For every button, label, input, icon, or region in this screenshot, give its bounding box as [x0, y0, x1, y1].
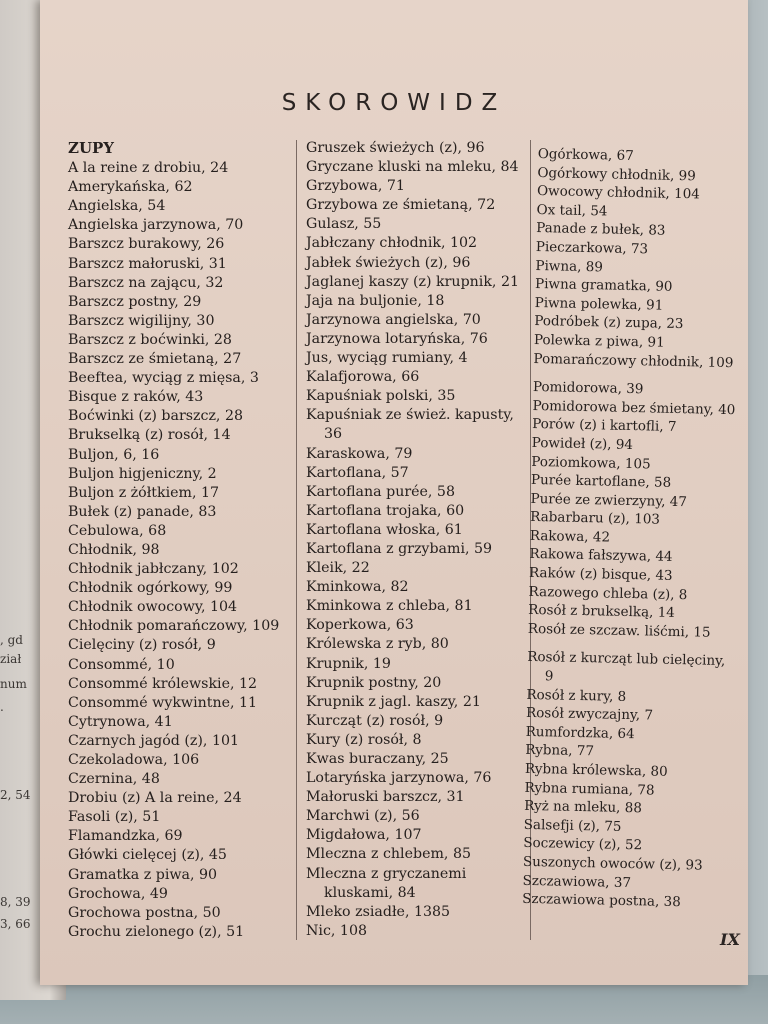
- index-entry: Szczawiowa, 37: [522, 872, 632, 891]
- index-entry: Gryczane kluski na mleku, 84: [306, 159, 519, 176]
- index-entry: Salsefji (z), 75: [523, 816, 622, 835]
- index-entry: Rybna rumiana, 78: [524, 779, 655, 799]
- index-entry: Angielska, 54: [68, 198, 166, 215]
- index-entry: Jus, wyciąg rumiany, 4: [306, 350, 468, 367]
- index-entry: Czekoladowa, 106: [68, 752, 200, 768]
- index-entry: Jaja na buljonie, 18: [306, 292, 445, 309]
- index-entry: Pomidorowa bez śmietany, 40: [532, 397, 736, 418]
- index-entry: Grochowa, 49: [68, 885, 168, 902]
- index-entry: Jarzynowa angielska, 70: [306, 311, 481, 328]
- index-entry: Consommé, 10: [68, 656, 175, 673]
- index-entry: Gulasz, 55: [306, 216, 382, 233]
- index-entry: Krupnik postny, 20: [306, 674, 442, 691]
- index-entry: Cebulowa, 68: [68, 522, 167, 539]
- index-entry: Chłodnik pomarańczowy, 109: [68, 618, 280, 635]
- index-entry: Królewska z ryb, 80: [306, 636, 449, 653]
- index-entry: Jabłek świeżych (z), 96: [306, 254, 471, 271]
- index-entry: Consommé królewskie, 12: [68, 675, 258, 692]
- index-entry: Marchwi (z), 56: [306, 808, 420, 825]
- index-entry: Mleko zsiadłe, 1385: [306, 903, 451, 920]
- index-entry: Kartoflana purée, 58: [306, 483, 455, 500]
- index-entry: Rosół z brukselką, 14: [528, 602, 676, 622]
- index-entry: Purée ze zwierzyny, 47: [530, 490, 688, 510]
- index-entry: Rumfordzka, 64: [525, 723, 635, 742]
- index-entry: Grzybowa, 71: [306, 178, 405, 195]
- index-entry: Panade z bułek, 83: [536, 220, 666, 240]
- index-entry: Rabarbaru (z), 103: [530, 509, 661, 528]
- index-entry: Piwna, 89: [535, 257, 604, 275]
- previous-page-text-fragments: [0, 0, 40, 1000]
- previous-page-fragment: .: [0, 700, 4, 714]
- index-entry: Ryż na mleku, 88: [523, 798, 643, 817]
- index-entry: Chłodnik ogórkowy, 99: [68, 580, 233, 597]
- index-entry: Porów (z) i kartofli, 7: [531, 416, 677, 436]
- index-entry: Beeftea, wyciąg z mięsa, 3: [68, 370, 259, 387]
- index-entry: Rybna, 77: [525, 742, 595, 760]
- index-entry: Czernina, 48: [68, 771, 160, 788]
- index-entry: Kartoflana trojaka, 60: [306, 502, 465, 519]
- index-entry: Gramatka z piwa, 90: [68, 866, 218, 883]
- index-entry: Pieczarkowa, 73: [535, 238, 649, 258]
- previous-page-fragment: ział: [0, 652, 22, 666]
- index-entry: Koperkowa, 63: [306, 617, 414, 634]
- index-entry: Barszcz z boćwinki, 28: [68, 331, 232, 348]
- index-entry: Ogórkowa, 67: [537, 145, 634, 165]
- index-entry: Chłodnik owocowy, 104: [68, 599, 238, 616]
- index-entry: Kartoflana, 57: [306, 464, 409, 481]
- previous-page-fragment: 8, 39: [0, 895, 31, 909]
- index-entry: Karaskowa, 79: [306, 445, 413, 462]
- index-entry: Cytrynowa, 41: [68, 713, 173, 730]
- index-entry: Kurcząt (z) rosół, 9: [306, 712, 444, 729]
- index-entry: Kartoflana z grzybami, 59: [306, 540, 493, 557]
- section-heading: ZUPY: [68, 139, 115, 157]
- index-entry: Główki cielęcej (z), 45: [68, 847, 227, 864]
- index-column-3: [522, 145, 744, 913]
- index-entry: Kminkowa, 82: [306, 579, 409, 596]
- index-entry: Angielska jarzynowa, 70: [68, 217, 244, 234]
- index-column-1: [68, 139, 298, 942]
- index-entry: Kalafjorowa, 66: [306, 369, 420, 386]
- index-entry: Soczewicy (z), 52: [523, 835, 643, 854]
- index-entry: Migdałowa, 107: [306, 827, 422, 844]
- index-entry: Mleczna z gryczanemi kluskami, 84: [306, 865, 467, 901]
- index-entry: Kleik, 22: [306, 560, 370, 577]
- index-entry: Grzybowa ze śmietaną, 72: [306, 197, 496, 214]
- previous-page-fragment: , gd: [0, 633, 23, 647]
- page-number: IX: [720, 930, 740, 949]
- index-entry: Czarnych jagód (z), 101: [68, 732, 240, 749]
- index-entry: Piwna polewka, 91: [534, 294, 664, 314]
- index-entry: Drobiu (z) A la reine, 24: [68, 790, 242, 807]
- index-entry: Jaglanej kaszy (z) krupnik, 21: [306, 273, 519, 290]
- index-entry: Chłodnik, 98: [68, 541, 160, 558]
- index-entry: Barszcz ze śmietaną, 27: [68, 351, 242, 368]
- index-entry: Rakowa, 42: [529, 527, 611, 546]
- index-entry: A la reine z drobiu, 24: [68, 160, 229, 177]
- index-entry: Rosół ze szczaw. liśćmi, 15: [527, 620, 711, 641]
- index-entry: Buljon, 6, 16: [68, 446, 160, 463]
- index-entry: Powideł (z), 94: [531, 434, 634, 453]
- index-entry: Amerykańska, 62: [68, 179, 193, 196]
- previous-page-fragment: num: [0, 677, 27, 691]
- index-entry: Barszcz postny, 29: [68, 293, 202, 310]
- column-divider-1: [296, 140, 297, 940]
- index-entry: Rosół z kury, 8: [526, 686, 627, 705]
- index-entry: Owocowy chłodnik, 104: [536, 183, 701, 203]
- index-entry: Barszcz małoruski, 31: [68, 255, 227, 272]
- previous-page-fragment: 2, 54: [0, 788, 31, 802]
- index-entry: Poziomkowa, 105: [531, 453, 651, 472]
- index-entry: Małoruski barszcz, 31: [306, 789, 465, 806]
- index-entry: Bułek (z) panade, 83: [68, 503, 217, 520]
- page-title: SKOROWIDZ: [281, 90, 507, 116]
- index-entry: Kminkowa z chleba, 81: [306, 598, 473, 615]
- index-entry: Gruszek świeżych (z), 96: [306, 140, 485, 156]
- index-entry: Rosół z kurcząt lub cielęciny, 9: [527, 649, 726, 685]
- index-page: [40, 0, 748, 985]
- index-entry: Brukselką (z) rosół, 14: [68, 427, 231, 444]
- index-entry: Kapuśniak polski, 35: [306, 388, 456, 405]
- index-entry: Krupnik z jagl. kaszy, 21: [306, 693, 481, 710]
- index-column-2: [306, 139, 530, 941]
- index-entry: Purée kartoflane, 58: [530, 472, 672, 491]
- index-entry: Flamandzka, 69: [68, 828, 183, 845]
- index-entry: Grochowa postna, 50: [68, 904, 221, 921]
- index-entry: Jabłczany chłodnik, 102: [306, 235, 478, 252]
- index-entry: Polewka z piwa, 91: [533, 331, 665, 351]
- index-entry: Razowego chleba (z), 8: [528, 583, 688, 603]
- index-entry: Barszcz wigilijny, 30: [68, 312, 215, 329]
- index-entry: Jarzynowa lotaryńska, 76: [306, 330, 488, 347]
- index-entry: Ox tail, 54: [536, 201, 608, 220]
- index-entry: Kury (z) rosół, 8: [306, 731, 422, 748]
- index-entry: Barszcz na zającu, 32: [68, 274, 224, 291]
- index-entry: Szczawiowa postna, 38: [522, 890, 681, 911]
- index-entry: Bisque z raków, 43: [68, 389, 204, 406]
- index-entry: Nic, 108: [306, 922, 367, 939]
- index-entry: Grochu zielonego (z), 51: [68, 923, 245, 940]
- index-entry: Rosół zwyczajny, 7: [525, 705, 654, 724]
- index-entry: Rakowa fałszywa, 44: [529, 546, 673, 566]
- index-entry: Buljon higjeniczny, 2: [68, 465, 217, 482]
- index-entry: Kartoflana włoska, 61: [306, 521, 463, 538]
- index-entry: Ogórkowy chłodnik, 99: [537, 164, 696, 184]
- index-entry: Cielęciny (z) rosół, 9: [68, 637, 216, 654]
- index-entry: Piwna gramatka, 90: [534, 276, 673, 296]
- index-entry: Rybna królewska, 80: [524, 760, 668, 780]
- index-entry: Raków (z) bisque, 43: [528, 564, 673, 584]
- index-entry: Pomarańczowy chłodnik, 109: [533, 350, 734, 371]
- index-entry: Kwas buraczany, 25: [306, 751, 449, 767]
- index-entry: Mleczna z chlebem, 85: [306, 846, 471, 863]
- index-entry: Fasoli (z), 51: [68, 809, 161, 826]
- index-entry: Chłodnik jabłczany, 102: [68, 561, 239, 578]
- index-entry: Buljon z żółtkiem, 17: [68, 484, 220, 501]
- index-entry: Lotaryńska jarzynowa, 76: [306, 770, 492, 787]
- previous-page-fragment: 3, 66: [0, 917, 31, 931]
- index-entry: Kapuśniak ze śwież. kapusty, 36: [306, 407, 514, 443]
- index-entry: Suszonych owoców (z), 93: [522, 853, 703, 874]
- index-entry: Barszcz burakowy, 26: [68, 236, 225, 253]
- index-entry: Boćwinki (z) barszcz, 28: [68, 408, 244, 425]
- index-entry: Podróbek (z) zupa, 23: [534, 313, 684, 333]
- index-entry: Consommé wykwintne, 11: [68, 694, 258, 711]
- index-entry: Krupnik, 19: [306, 655, 391, 672]
- index-entry: Pomidorowa, 39: [532, 379, 644, 398]
